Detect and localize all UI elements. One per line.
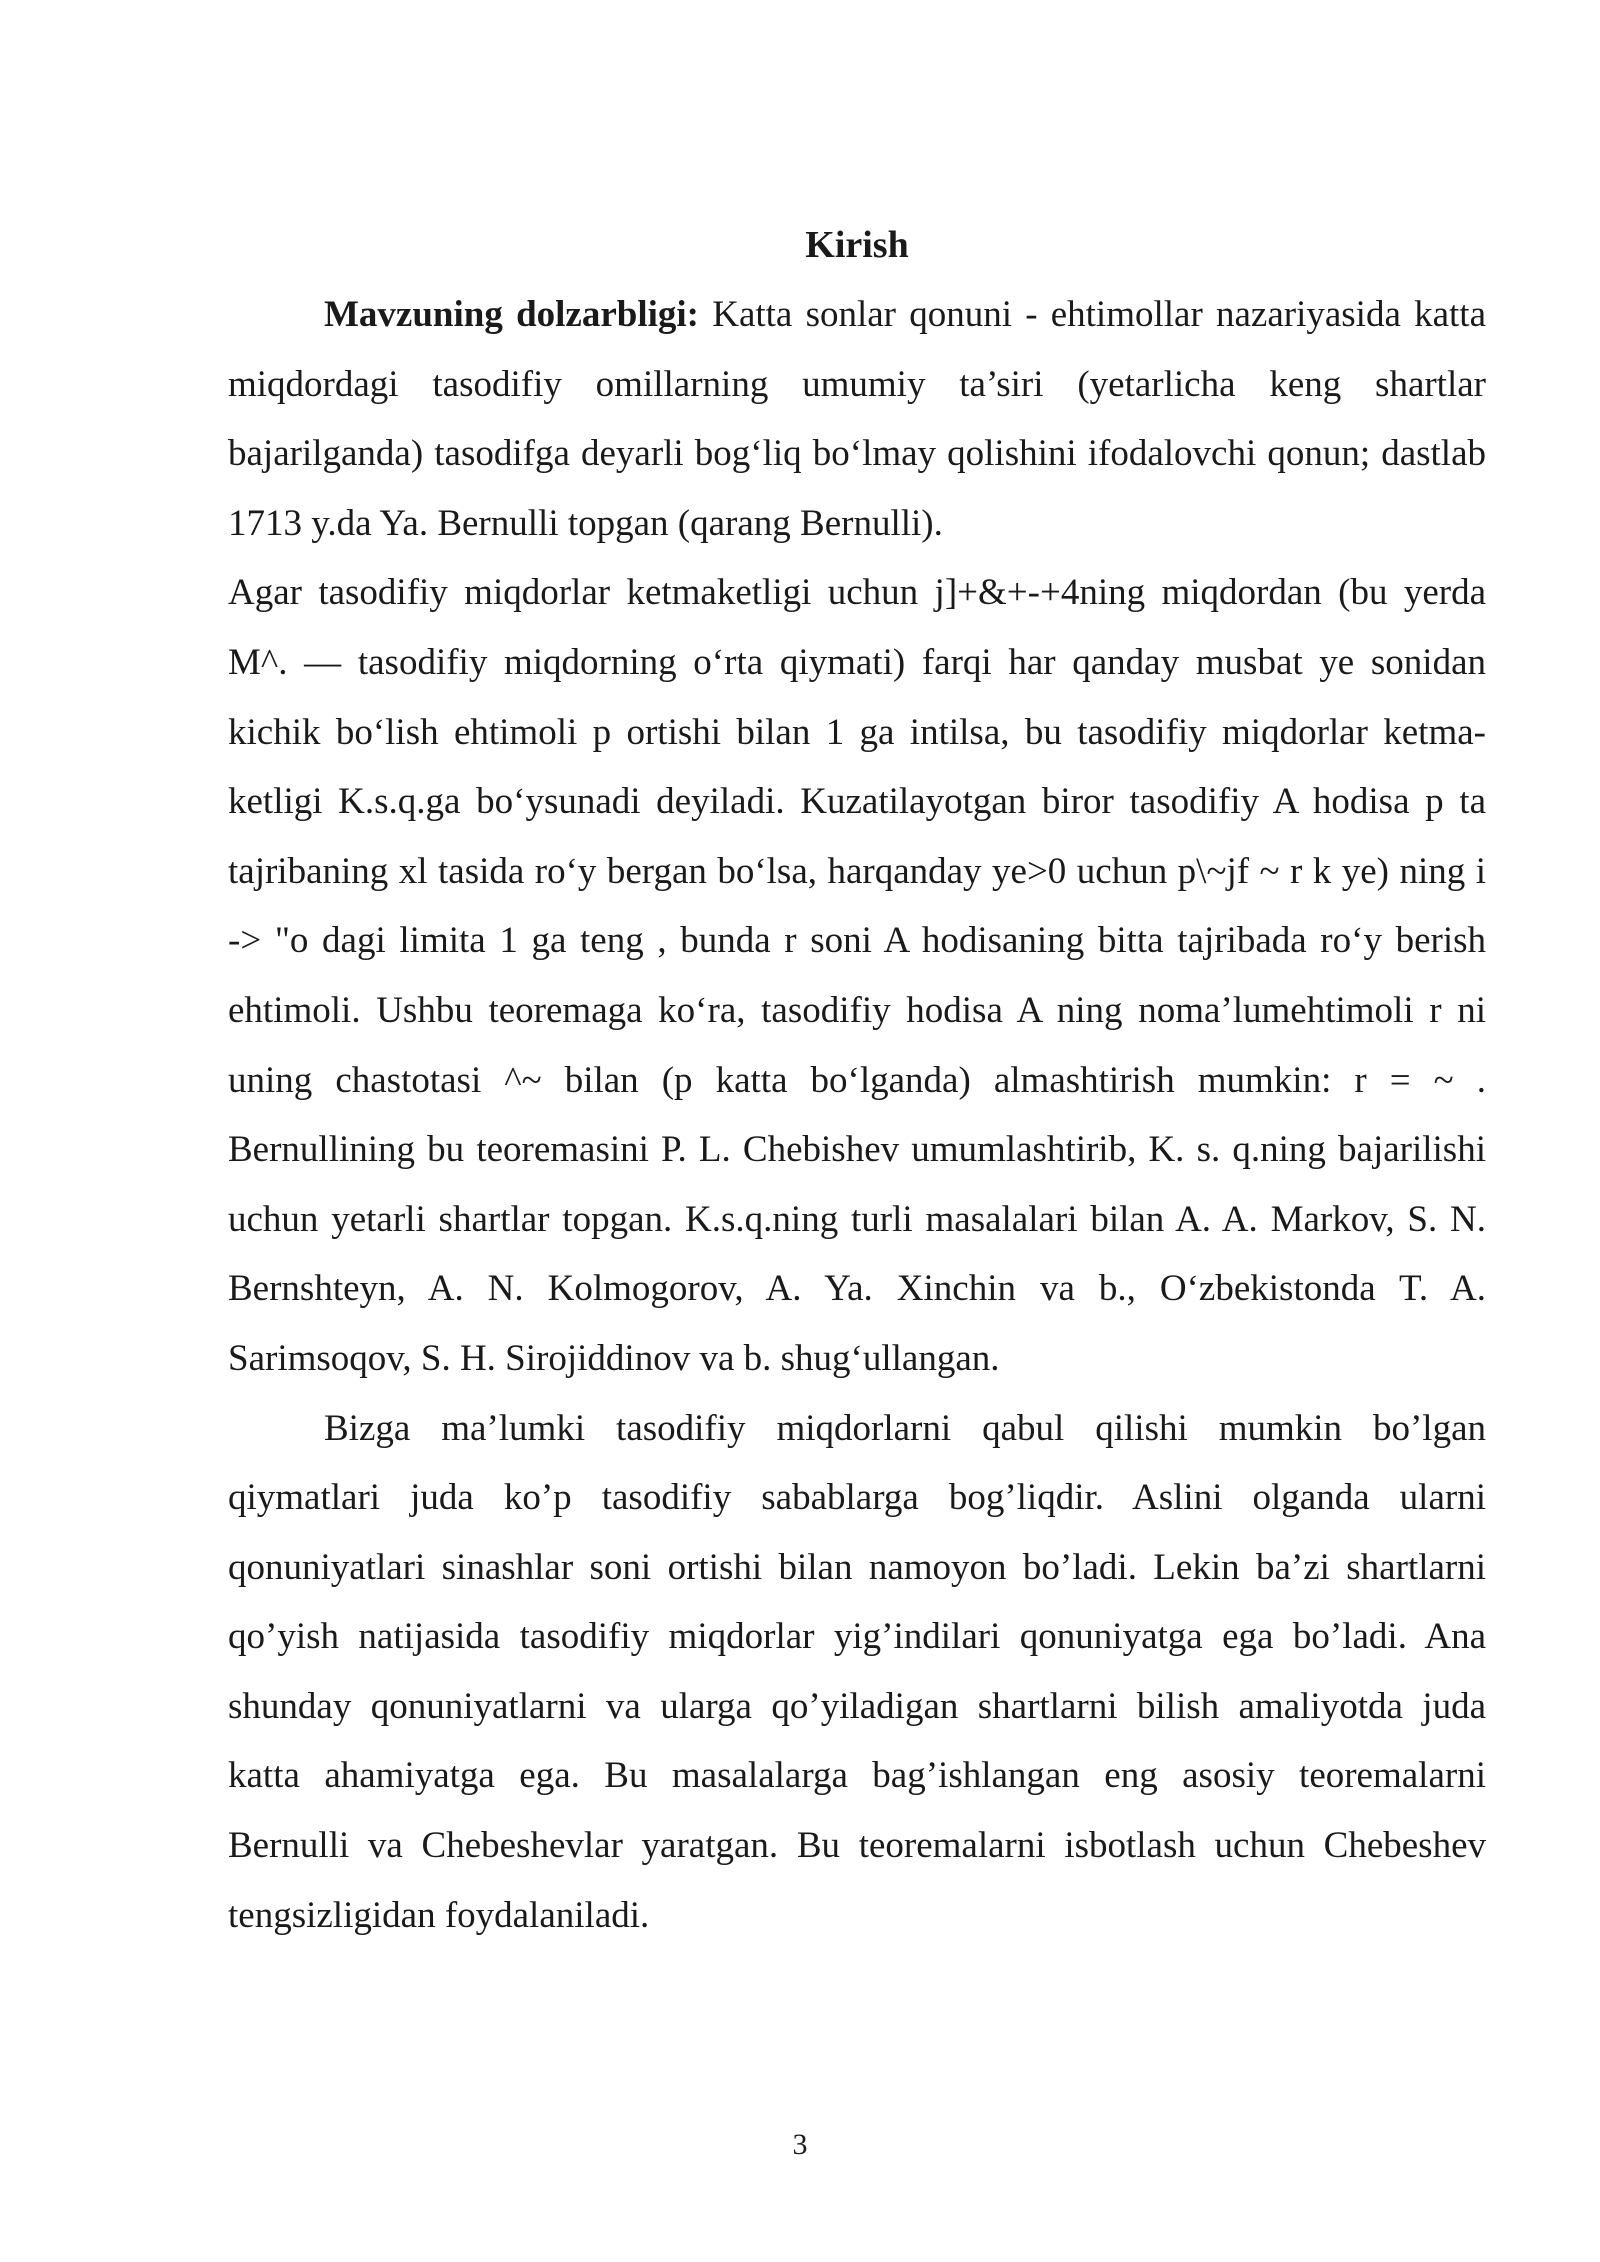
intro-lead: Mavzuning dolzarbligi: <box>324 294 700 335</box>
intro-paragraph <box>228 280 1486 558</box>
document-page <box>228 210 1486 1950</box>
paragraph-3: Bizga ma’lumki tasodifiy miqdorlarni qabul qilishi mumkin bo’lgan qiymatlari juda ko’p tasodifiy sabablarga bog’liqdir. Aslini olganda ularni qonuniyatlari sinashlar soni ortishi bilan namoyon bo’ladi. Lekin ba’zi shartlarni qo’yish natijasida tasodifiy miqdorlar yig’indilari qonuniyatga ega bo’ladi. Ana shunday qonuniyatlarni va ularga qo’yiladigan shartlarni bilish amaliyotda juda katta ahamiyatga ega. Bu masalalarga bag’ishlangan eng asosiy teoremalarni Bernulli va Chebeshevlar yaratgan. Bu teoremalarni isbotlash uchun Chebeshev tengsizligidan foydalaniladi. <box>228 1407 1486 1936</box>
page-number: 3 <box>792 2128 808 2161</box>
page-title: Kirish <box>805 224 909 266</box>
intro-text: Katta sonlar qonuni - ehtimollar nazariyasida katta miqdordagi tasodifiy omillarning umumiy ta’siri (yetarlicha keng shartlar bajarilganda) tasodifga deyarli bog‘liq bo‘lmay qolishini ifodalovchi qonun; dastlab 1713 y.da Ya. Bernulli topgan (qarang Bernulli). <box>228 294 1486 544</box>
paragraph-2: Agar tasodifiy miqdorlar ketmaketligi uchun j]+&+-+4ning miqdordan (bu yerda M^. — tasodifiy miqdorning o‘rta qiymati) farqi har qanday musbat ye sonidan kichik bo‘lish ehtimoli p ortishi bilan 1 ga intilsa, bu tasodifiy miqdorlar ketma-ketligi K.s.q.ga bo‘ysunadi deyiladi. Kuzatilayotgan biror tasodifiy A hodisa p ta tajribaning xl tasida ro‘y bergan bo‘lsa, harqanday ye>0 uchun p\~jf ~ r k ye) ning i -> "o dagi limita 1 ga teng , bunda r soni A hodisaning bitta tajribada ro‘y berish ehtimoli. Ushbu teoremaga ko‘ra, tasodifiy hodisa A ning noma’lumehtimoli r ni uning chastotasi ^~ bilan (p katta bo‘lganda) almashtirish mumkin: r = ~ . Bernullining bu teoremasini P. L. Chebishev umumlashtirib, K. s. q.ning bajarilishi uchun yetarli shartlar topgan. K.s.q.ning turli masalalari bilan A. A. Markov, S. N. Bernshteyn, A. N. Kolmogorov, A. Ya. Xinchin va b., O‘zbekistonda T. A. Sarimsoqov, S. H. Sirojiddinov va b. shug‘ullangan. <box>228 572 1486 1379</box>
